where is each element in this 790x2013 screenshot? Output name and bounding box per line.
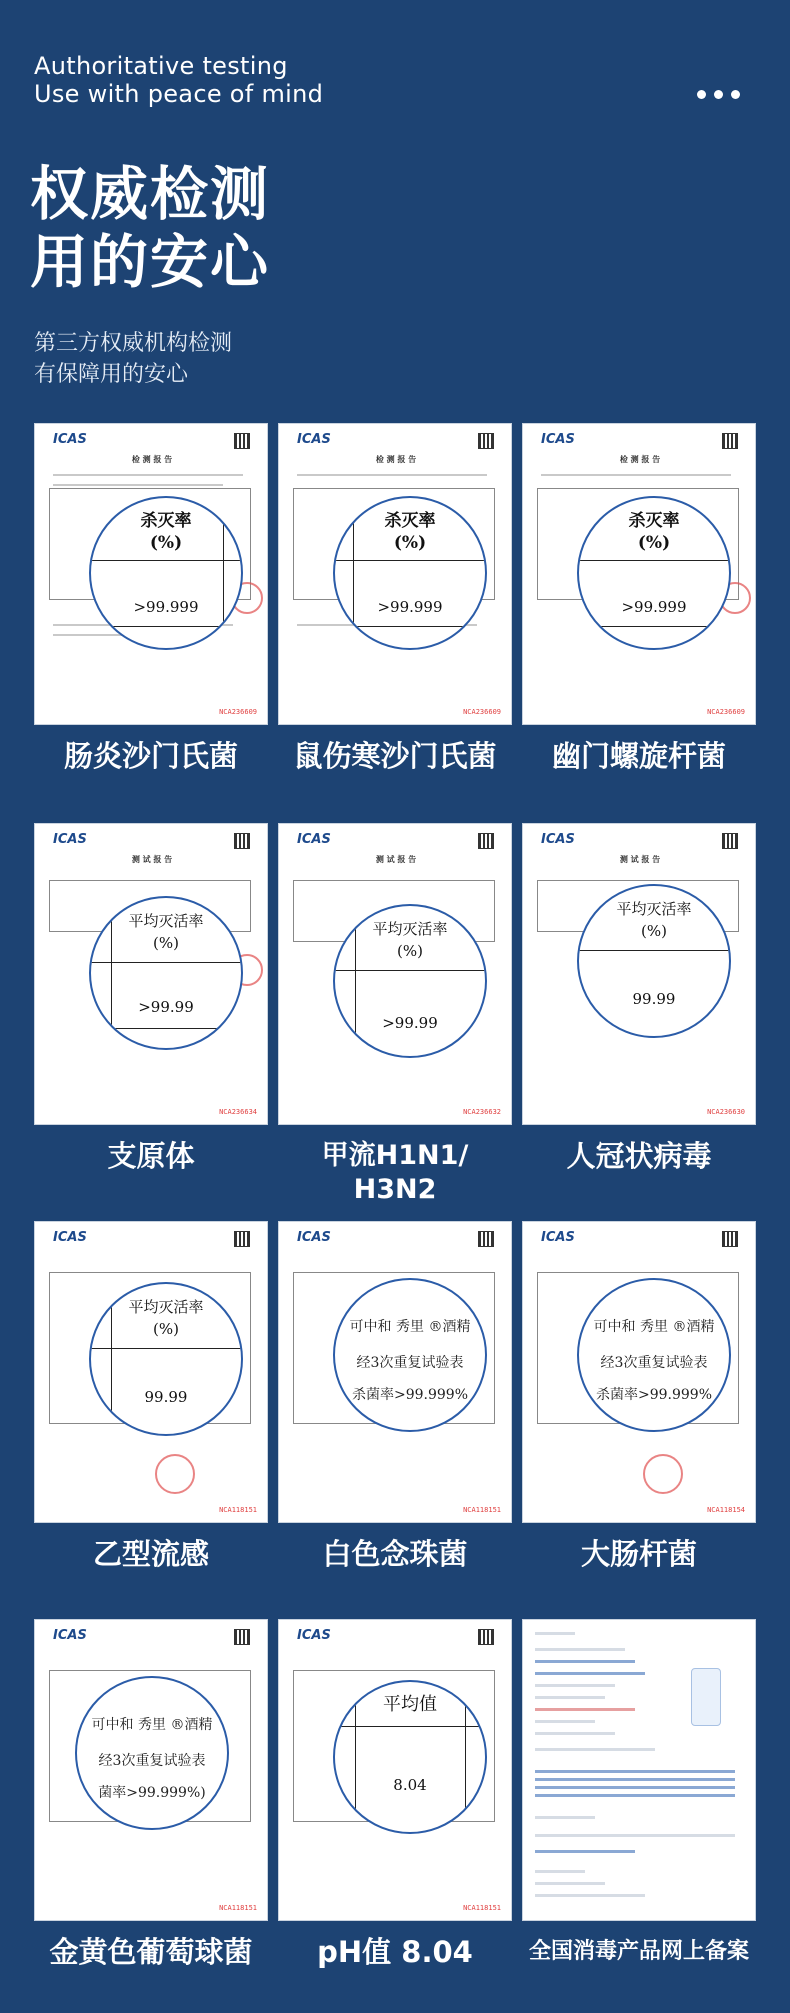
registration-screenshot <box>522 1619 756 1921</box>
more-dots-icon <box>697 90 740 99</box>
card-label: pH值 8.04 <box>317 1935 473 1969</box>
qr-code-icon <box>235 434 249 448</box>
qr-code-icon <box>723 834 737 848</box>
card-label: 金黄色葡萄球菌 <box>49 1935 253 1969</box>
card-label: 肠炎沙门氏菌 <box>63 739 238 773</box>
card-label: 全国消毒产品网上备案 <box>528 1939 749 1964</box>
test-report-image: ICAS NCA118154 可中和 秀里 ®酒精 经3次重复试验表 杀菌率>99.999% <box>522 1221 756 1523</box>
test-report-image: ICAS 测 试 报 告 NCA236630 平均灭活率 (%) 99.99 <box>522 823 756 1125</box>
qr-code-icon <box>479 434 493 448</box>
magnifier-callout: 平均值 8.04 <box>333 1680 487 1834</box>
icas-logo: ICAS <box>541 432 575 447</box>
test-report-image: ICAS 检 测 报 告 NCA236609 杀灭率 (%) >99.999 <box>522 423 756 725</box>
report-heading: 检 测 报 告 <box>131 455 173 464</box>
test-report-image: ICAS NCA118151 平均灭活率 (%) 99.99 <box>34 1221 268 1523</box>
header-section <box>0 0 790 420</box>
qr-code-icon <box>235 834 249 848</box>
test-report-image: ICAS 检 测 报 告 NCA236609 杀灭率 (%) >99.999 <box>34 423 268 725</box>
report-heading: 检 测 报 告 <box>375 455 417 464</box>
english-tagline: Authoritative testing Use with peace of mind <box>34 52 324 108</box>
icas-logo: ICAS <box>297 1628 331 1643</box>
report-heading: 测 试 报 告 <box>619 855 661 864</box>
report-heading: 检 测 报 告 <box>619 455 661 464</box>
test-report-image: ICAS NCA118151 可中和 秀里 ®酒精 经3次重复试验表 杀菌率>99.999% <box>278 1221 512 1523</box>
card-label: 乙型流感 <box>92 1537 209 1571</box>
page-subtitle: 第三方权威机构检测 有保障用的安心 <box>34 331 233 387</box>
qr-code-icon <box>723 434 737 448</box>
qr-code-icon <box>235 1630 249 1644</box>
icas-logo: ICAS <box>541 1230 575 1245</box>
icas-logo: ICAS <box>541 832 575 847</box>
icas-logo: ICAS <box>53 1628 87 1643</box>
magnifier-callout: 杀灭率 (%) >99.999 <box>577 496 731 650</box>
icas-logo: ICAS <box>297 832 331 847</box>
magnifier-callout: 平均灭活率 (%) >99.99 <box>333 904 487 1058</box>
report-heading: 测 试 报 告 <box>131 855 173 864</box>
magnifier-callout: 杀灭率 (%) >99.999 <box>89 496 243 650</box>
product-bottle-icon <box>691 1668 721 1726</box>
magnifier-callout: 平均灭活率 (%) 99.99 <box>89 1282 243 1436</box>
card-label: 人冠状病毒 <box>566 1139 712 1173</box>
icas-logo: ICAS <box>53 432 87 447</box>
test-report-image: ICAS 检 测 报 告 NCA236609 杀灭率 (%) >99.999 <box>278 423 512 725</box>
card-label: 甲流H1N1/ H3N2 <box>321 1140 469 1205</box>
icas-logo: ICAS <box>297 432 331 447</box>
magnifier-callout: 平均灭活率 (%) 99.99 <box>577 884 731 1038</box>
test-report-image: ICAS NCA118151 可中和 秀里 ®酒精 经3次重复试验表 菌率>99.999%) <box>34 1619 268 1921</box>
card-label: 鼠伤寒沙门氏菌 <box>293 739 497 773</box>
icas-logo: ICAS <box>297 1230 331 1245</box>
card-label: 支原体 <box>107 1139 195 1173</box>
magnifier-callout: 可中和 秀里 ®酒精 经3次重复试验表 杀菌率>99.999% <box>577 1278 731 1432</box>
qr-code-icon <box>479 1232 493 1246</box>
qr-code-icon <box>723 1232 737 1246</box>
icas-logo: ICAS <box>53 832 87 847</box>
page-title: 权威检测 用的安心 <box>30 160 271 296</box>
test-report-image: ICAS 测 试 报 告 NCA236632 平均灭活率 (%) >99.99 <box>278 823 512 1125</box>
qr-code-icon <box>235 1232 249 1246</box>
qr-code-icon <box>479 1630 493 1644</box>
magnifier-callout: 平均灭活率 (%) >99.99 <box>89 896 243 1050</box>
icas-logo: ICAS <box>53 1230 87 1245</box>
magnifier-callout: 可中和 秀里 ®酒精 经3次重复试验表 杀菌率>99.999% <box>333 1278 487 1432</box>
card-label: 大肠杆菌 <box>580 1537 697 1571</box>
magnifier-callout: 可中和 秀里 ®酒精 经3次重复试验表 菌率>99.999%) <box>75 1676 229 1830</box>
test-report-image: ICAS NCA118151 平均值 8.04 <box>278 1619 512 1921</box>
magnifier-callout: 杀灭率 (%) >99.999 <box>333 496 487 650</box>
card-label: 幽门螺旋杆菌 <box>551 739 726 773</box>
card-label: 白色念珠菌 <box>322 1537 468 1571</box>
qr-code-icon <box>479 834 493 848</box>
report-heading: 测 试 报 告 <box>375 855 417 864</box>
test-report-image: ICAS 测 试 报 告 NCA236634 平均灭活率 (%) >99.99 <box>34 823 268 1125</box>
